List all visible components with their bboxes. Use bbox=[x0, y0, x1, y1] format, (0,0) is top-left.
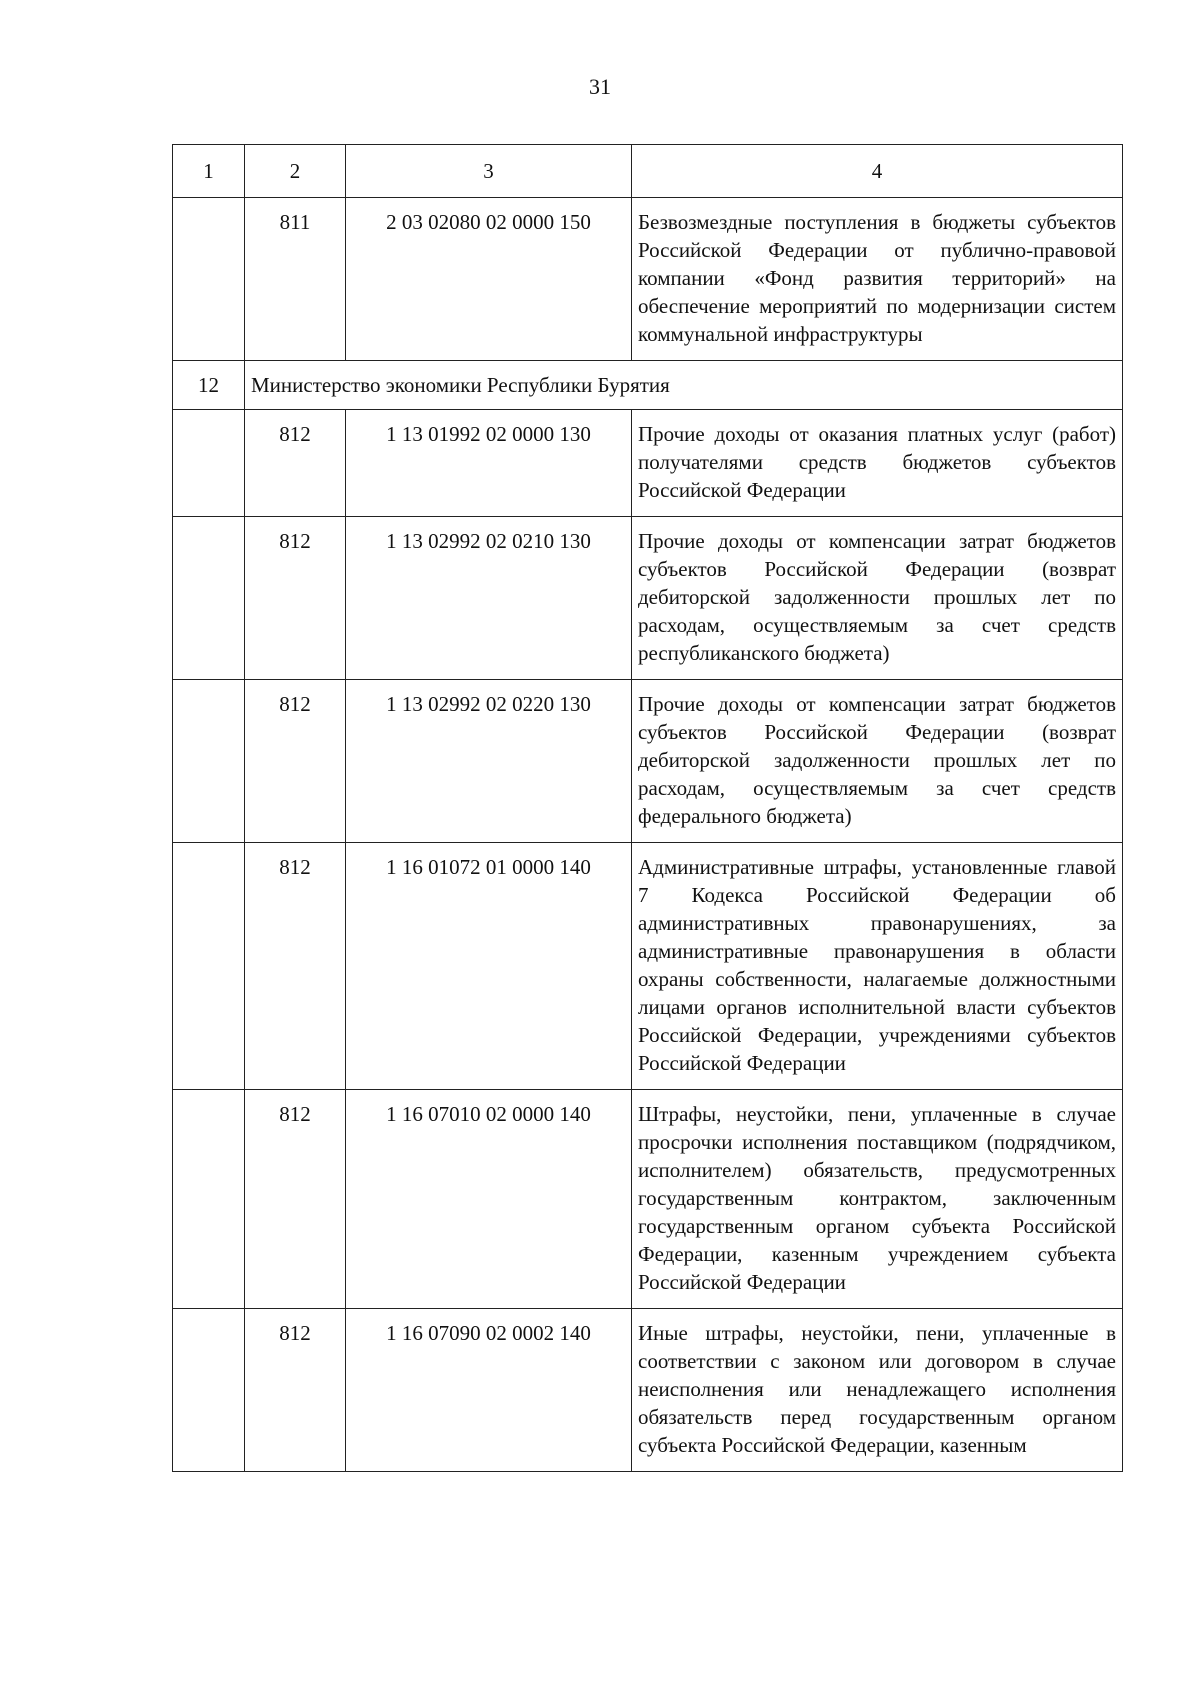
admin-code-cell: 811 bbox=[245, 198, 346, 361]
admin-code-cell: 812 bbox=[245, 843, 346, 1090]
table-row bbox=[173, 198, 1123, 361]
header-col-2: 2 bbox=[245, 145, 346, 198]
row-number-cell bbox=[173, 410, 245, 517]
row-number-cell bbox=[173, 1090, 245, 1309]
header-col-1: 1 bbox=[173, 145, 245, 198]
revenue-codes-table bbox=[172, 144, 1123, 1472]
budget-code-cell: 1 16 07090 02 0002 140 bbox=[346, 1309, 632, 1472]
admin-code-cell: 812 bbox=[245, 1309, 346, 1472]
row-number-cell bbox=[173, 680, 245, 843]
table-row bbox=[173, 517, 1123, 680]
budget-code-cell: 1 13 01992 02 0000 130 bbox=[346, 410, 632, 517]
admin-code-cell: 812 bbox=[245, 410, 346, 517]
budget-code-cell: 1 13 02992 02 0220 130 bbox=[346, 680, 632, 843]
budget-code-cell: 2 03 02080 02 0000 150 bbox=[346, 198, 632, 361]
page-number: 31 bbox=[589, 74, 611, 99]
description-cell: Безвозмездные поступления в бюджеты субъектов Российской Федерации от публично-правовой компании «Фонд развития территорий» на обеспечение мероприятий по модернизации систем коммунальной инфраструктуры bbox=[632, 198, 1123, 361]
section-number: 12 bbox=[173, 361, 245, 410]
description-cell: Административные штрафы, установленные главой 7 Кодекса Российской Федерации об административных правонарушениях, за административные правонарушения в области охраны собственности, налагаемые должностными лицами органов исполнительной власти субъектов Российской Федерации, учреждениями субъектов Российской Федерации bbox=[632, 843, 1123, 1090]
row-number-cell bbox=[173, 198, 245, 361]
table-row bbox=[173, 843, 1123, 1090]
section-row bbox=[173, 361, 1123, 410]
row-number-cell bbox=[173, 517, 245, 680]
header-col-4: 4 bbox=[632, 145, 1123, 198]
row-number-cell bbox=[173, 843, 245, 1090]
admin-code-cell: 812 bbox=[245, 680, 346, 843]
budget-code-cell: 1 16 07010 02 0000 140 bbox=[346, 1090, 632, 1309]
table-header-row bbox=[173, 145, 1123, 198]
description-cell: Штрафы, неустойки, пени, уплаченные в случае просрочки исполнения поставщиком (подрядчиком, исполнителем) обязательств, предусмотренных государственным контрактом, заключенным государственным органом субъекта Российской Федерации, казенным учреждением субъекта Российской Федерации bbox=[632, 1090, 1123, 1309]
table-row bbox=[173, 1309, 1123, 1472]
budget-code-cell: 1 13 02992 02 0210 130 bbox=[346, 517, 632, 680]
description-cell: Иные штрафы, неустойки, пени, уплаченные в соответствии с законом или договором в случае неисполнения или ненадлежащего исполнения обязательств перед государственным органом субъекта Российской Федерации, казенным bbox=[632, 1309, 1123, 1472]
admin-code-cell: 812 bbox=[245, 1090, 346, 1309]
description-cell: Прочие доходы от оказания платных услуг (работ) получателями средств бюджетов субъектов Российской Федерации bbox=[632, 410, 1123, 517]
section-title: Министерство экономики Республики Бурятия bbox=[245, 361, 1123, 410]
header-col-3: 3 bbox=[346, 145, 632, 198]
table-row bbox=[173, 410, 1123, 517]
table-row bbox=[173, 680, 1123, 843]
description-cell: Прочие доходы от компенсации затрат бюджетов субъектов Российской Федерации (возврат дебиторской задолженности прошлых лет по расходам, осуществляемым за счет средств федерального бюджета) bbox=[632, 680, 1123, 843]
row-number-cell bbox=[173, 1309, 245, 1472]
admin-code-cell: 812 bbox=[245, 517, 346, 680]
budget-code-cell: 1 16 01072 01 0000 140 bbox=[346, 843, 632, 1090]
table-row bbox=[173, 1090, 1123, 1309]
description-cell: Прочие доходы от компенсации затрат бюджетов субъектов Российской Федерации (возврат дебиторской задолженности прошлых лет по расходам, осуществляемым за счет средств республиканского бюджета) bbox=[632, 517, 1123, 680]
